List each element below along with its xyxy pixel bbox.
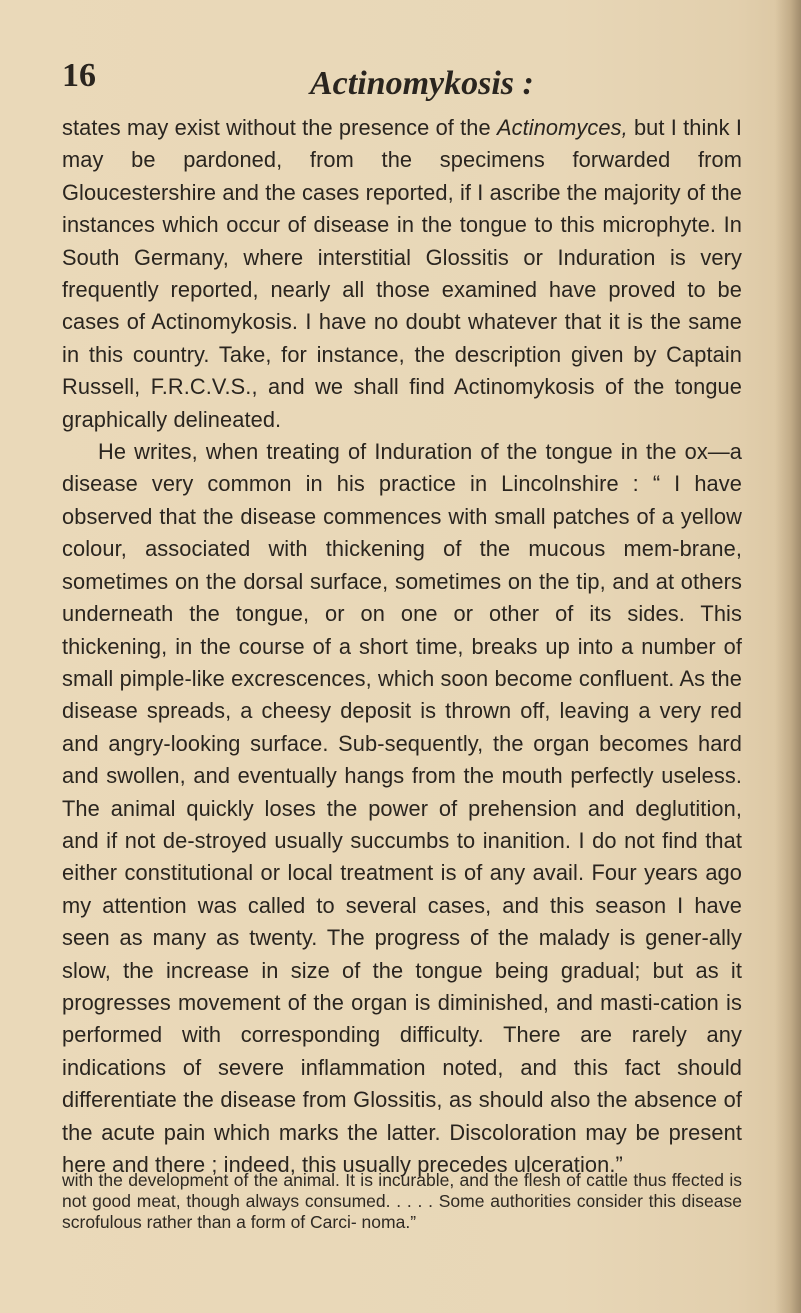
paragraph-2: He writes, when treating of Induration of the tongue in the ox—a disease very common in his practice in Lincolnshire : “ I have observed that the disease commences with small patches of a yellow colour, associated with thickening of the mucous mem-brane, sometimes on the dorsal surface, sometimes on the tip, and at others underneath the tongue, or on one or other of its sides. This thickening, in the course of a short time, breaks up into a number of small pimple-like excrescences, which soon become confluent. As the disease spreads, a cheesy deposit is thrown off, leaving a very red and angry-looking surface. Sub-sequently, the organ becomes hard and swollen, and eventually hangs from the mouth perfectly useless. The animal quickly loses the power of prehension and deglutition, and if not de-stroyed usually succumbs to inanition. I do not find that either constitutional or local treatment is of any avail. Four years ago my attention was called to several cases, and this season I have seen as many as twenty. The progress of the malady is gener-ally slow, the increase in size of the tongue being gradual; but as it progresses movement of the organ is diminished, and masti-cation is performed with corresponding difficulty. There are rarely any indications of severe inflammation noted, and this fact should differentiate the disease from Glossitis, as should also the absence of the acute pain which marks the latter. Discoloration may be present here and there ; indeed, this usually precedes ulceration.” [62, 439, 742, 1177]
paragraph-1-rest: but I think I may be pardoned, from the specimens forwarded from Gloucestershire and the cases reported, if I ascribe the majority of the instances which occur of disease in the tongue to this microphyte. In South Germany, where interstitial Glossitis or Induration is very frequently reported, nearly all those examined have proved to be cases of Actinomykosis. I have no doubt whatever that it is the same in this country. Take, for instance, the description given by Captain Russell, F.R.C.V.S., and we shall find Actinomykosis of the tongue graphically delineated. [62, 115, 743, 432]
page-edge-shadow [775, 0, 801, 1313]
page-number: 16 [62, 57, 96, 94]
paragraph-1-start: states may exist without the presence of the [62, 115, 497, 140]
paragraph-1-italic-term: Actinomyces, [496, 115, 628, 140]
running-title: Actinomykosis : [310, 65, 534, 102]
body-text [62, 112, 742, 1181]
footnote: with the development of the animal. It is incurable, and the flesh of cattle thus ffected is not good meat, though always consumed. . . . . Some authorities consider this disease scrofulous rather than a form of Carci- noma.” [62, 1170, 742, 1232]
paragraph-1 [62, 112, 742, 436]
